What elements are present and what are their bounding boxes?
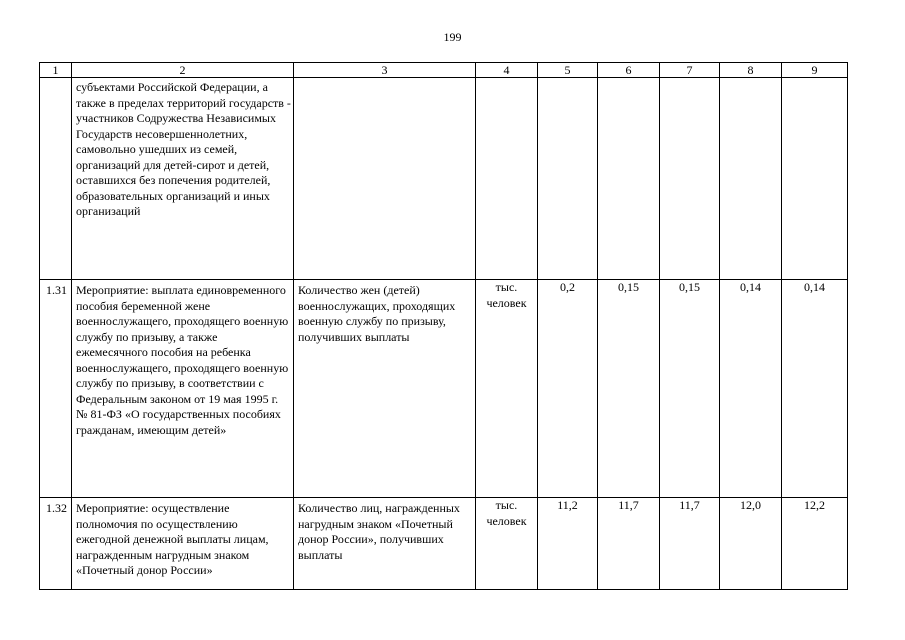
row-value [598,78,660,280]
table-row [40,498,848,590]
row-unit: тыс. человек [476,498,538,590]
row-value: 0,15 [660,280,720,498]
table-row [40,78,848,280]
header-cell: 8 [720,63,782,78]
table-row [40,280,848,498]
row-description: Мероприятие: выплата единовременного пособия беременной жене военнослужащего, проходящего военную службу по призыву, а также ежемесячного пособия на ребенка военнослужащего, проходящего военную службу по призыву, в соответствии с Федеральным законом от 19 мая 1995 г. № 81-ФЗ «О государственных пособиях гражданам, имеющим детей» [72,280,294,498]
row-value: 12,2 [782,498,848,590]
header-cell: 2 [72,63,294,78]
header-cell: 1 [40,63,72,78]
row-value [720,78,782,280]
row-indicator: Количество жен (детей) военнослужащих, проходящих военную службу по призыву, получивших выплаты [294,280,476,498]
header-cell: 6 [598,63,660,78]
header-cell: 5 [538,63,598,78]
row-unit [476,78,538,280]
row-value [538,78,598,280]
table-header-row [40,63,848,78]
indicators-table [39,62,848,590]
header-cell: 4 [476,63,538,78]
row-value: 0,14 [720,280,782,498]
row-value [782,78,848,280]
header-cell: 9 [782,63,848,78]
header-cell: 3 [294,63,476,78]
row-unit: тыс. человек [476,280,538,498]
row-indicator: Количество лиц, награжденных нагрудным знаком «Почетный донор России», получивших выплаты [294,498,476,590]
row-number [40,78,72,280]
row-value: 11,7 [598,498,660,590]
row-number: 1.31 [40,280,72,498]
header-cell: 7 [660,63,720,78]
row-value: 0,2 [538,280,598,498]
row-number: 1.32 [40,498,72,590]
row-value: 11,2 [538,498,598,590]
row-indicator [294,78,476,280]
row-description: Мероприятие: осуществление полномочия по осуществлению ежегодной денежной выплаты лицам, награжденным нагрудным знаком «Почетный донор России» [72,498,294,590]
row-value: 0,15 [598,280,660,498]
row-value: 11,7 [660,498,720,590]
row-value: 0,14 [782,280,848,498]
row-description: субъектами Российской Федерации, а также в пределах территорий государств - участников Содружества Независимых Государств несовершеннолетних, самовольно ушедших из семей, организаций для детей-сирот и детей, оставшихся без попечения родителей, образовательных организаций и иных организаций [72,78,294,280]
row-value [660,78,720,280]
page-number: 199 [443,30,462,44]
row-value: 12,0 [720,498,782,590]
